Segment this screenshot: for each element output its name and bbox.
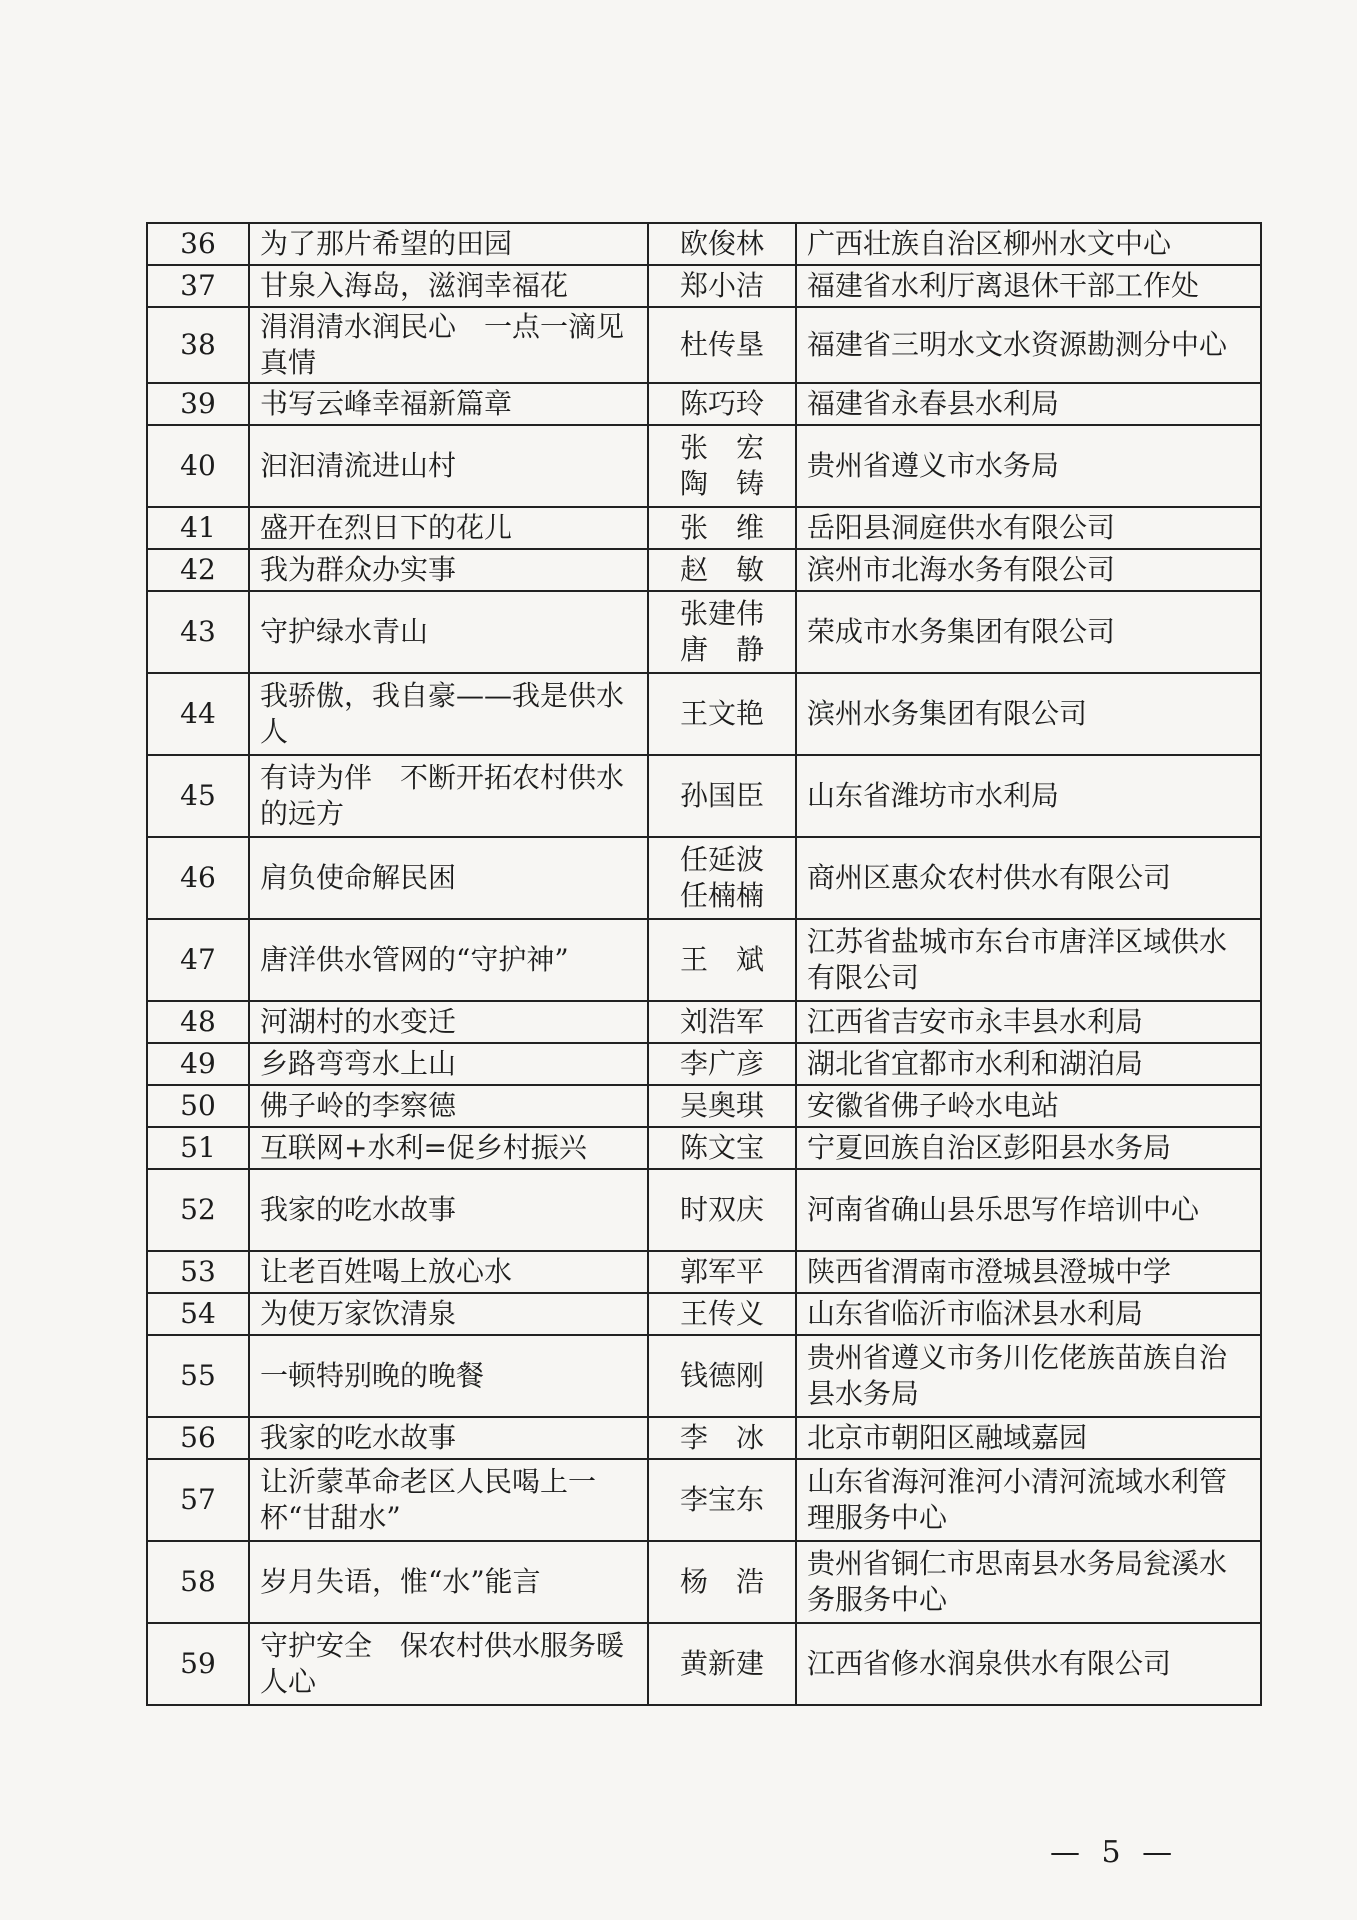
entry-title: 甘泉入海岛，滋润幸福花: [249, 265, 648, 307]
entry-organization: 贵州省遵义市务川仡佬族苗族自治县水务局: [796, 1335, 1261, 1417]
table-row: [147, 223, 1261, 265]
author-name: 张 宏: [679, 431, 764, 464]
table-row: [147, 837, 1261, 919]
author-name: 李广彦: [679, 1047, 764, 1080]
entry-title: 肩负使命解民困: [249, 837, 648, 919]
entry-number: 42: [147, 549, 249, 591]
entry-organization: 滨州市北海水务有限公司: [796, 549, 1261, 591]
table-row: [147, 549, 1261, 591]
entry-title: 有诗为伴 不断开拓农村供水的远方: [249, 755, 648, 837]
entry-organization: 福建省三明水文水资源勘测分中心: [796, 307, 1261, 383]
entry-number: 43: [147, 591, 249, 673]
author-name: 吴奥琪: [679, 1089, 764, 1122]
entry-organization: 江苏省盐城市东台市唐洋区域供水有限公司: [796, 919, 1261, 1001]
entry-organization: 岳阳县洞庭供水有限公司: [796, 507, 1261, 549]
table-row: [147, 1085, 1261, 1127]
entry-title: 汩汩清流进山村: [249, 425, 648, 507]
entry-organization: 贵州省遵义市水务局: [796, 425, 1261, 507]
entry-title: 唐洋供水管网的“守护神”: [249, 919, 648, 1001]
page-number: — 5 —: [1050, 1835, 1179, 1870]
entry-number: 47: [147, 919, 249, 1001]
award-list-body: [147, 223, 1261, 1705]
author-name: 杨 浩: [679, 1565, 764, 1598]
entry-number: 49: [147, 1043, 249, 1085]
author-name: 王 斌: [679, 943, 764, 976]
entry-author: [648, 1169, 796, 1251]
author-name: 郭军平: [679, 1255, 764, 1288]
author-name: 任楠楠: [679, 879, 764, 912]
entry-author: [648, 1335, 796, 1417]
entry-title: 盛开在烈日下的花儿: [249, 507, 648, 549]
entry-organization: 江西省修水润泉供水有限公司: [796, 1623, 1261, 1705]
entry-author: [648, 1127, 796, 1169]
author-name: 陈文宝: [679, 1131, 764, 1164]
entry-author: [648, 673, 796, 755]
entry-title: 守护安全 保农村供水服务暖人心: [249, 1623, 648, 1705]
table-row: [147, 1043, 1261, 1085]
entry-author: [648, 755, 796, 837]
entry-author: [648, 1293, 796, 1335]
author-name: 张建伟: [679, 597, 764, 630]
entry-title: 我家的吃水故事: [249, 1169, 648, 1251]
entry-organization: 福建省水利厅离退休干部工作处: [796, 265, 1261, 307]
entry-title: 我骄傲，我自豪——我是供水人: [249, 673, 648, 755]
entry-title: 我家的吃水故事: [249, 1417, 648, 1459]
table-row: [147, 1001, 1261, 1043]
entry-organization: 北京市朝阳区融域嘉园: [796, 1417, 1261, 1459]
table-row: [147, 265, 1261, 307]
entry-number: 41: [147, 507, 249, 549]
author-name: 孙国臣: [679, 779, 764, 812]
entry-organization: 山东省海河淮河小清河流域水利管理服务中心: [796, 1459, 1261, 1541]
entry-number: 36: [147, 223, 249, 265]
award-list-table: [146, 222, 1262, 1706]
entry-organization: 贵州省铜仁市思南县水务局瓮溪水务服务中心: [796, 1541, 1261, 1623]
author-name: 黄新建: [679, 1647, 764, 1680]
table-row: [147, 1335, 1261, 1417]
table-row: [147, 591, 1261, 673]
table-row: [147, 755, 1261, 837]
entry-title: 乡路弯弯水上山: [249, 1043, 648, 1085]
entry-number: 50: [147, 1085, 249, 1127]
entry-author: [648, 425, 796, 507]
table-row: [147, 1459, 1261, 1541]
table-row: [147, 507, 1261, 549]
entry-number: 44: [147, 673, 249, 755]
author-name: 王传义: [679, 1297, 764, 1330]
table-row: [147, 1541, 1261, 1623]
table-row: [147, 1293, 1261, 1335]
entry-organization: 商州区惠众农村供水有限公司: [796, 837, 1261, 919]
entry-author: [648, 223, 796, 265]
entry-number: 48: [147, 1001, 249, 1043]
entry-author: [648, 265, 796, 307]
entry-number: 38: [147, 307, 249, 383]
entry-organization: 荣成市水务集团有限公司: [796, 591, 1261, 673]
entry-title: 守护绿水青山: [249, 591, 648, 673]
entry-number: 52: [147, 1169, 249, 1251]
entry-author: [648, 1459, 796, 1541]
table-row: [147, 673, 1261, 755]
entry-author: [648, 507, 796, 549]
entry-organization: 宁夏回族自治区彭阳县水务局: [796, 1127, 1261, 1169]
table-row: [147, 1169, 1261, 1251]
author-name: 陶 铸: [679, 467, 764, 500]
entry-author: [648, 1043, 796, 1085]
entry-number: 59: [147, 1623, 249, 1705]
entry-author: [648, 1251, 796, 1293]
entry-author: [648, 1417, 796, 1459]
entry-number: 37: [147, 265, 249, 307]
entry-organization: 福建省永春县水利局: [796, 383, 1261, 425]
author-name: 陈巧玲: [679, 387, 764, 420]
table-row: [147, 1127, 1261, 1169]
table-row: [147, 1417, 1261, 1459]
entry-title: 书写云峰幸福新篇章: [249, 383, 648, 425]
entry-number: 53: [147, 1251, 249, 1293]
entry-organization: 山东省潍坊市水利局: [796, 755, 1261, 837]
entry-organization: 广西壮族自治区柳州水文中心: [796, 223, 1261, 265]
entry-title: 河湖村的水变迁: [249, 1001, 648, 1043]
table-row: [147, 1623, 1261, 1705]
entry-organization: 湖北省宜都市水利和湖泊局: [796, 1043, 1261, 1085]
entry-number: 51: [147, 1127, 249, 1169]
entry-number: 58: [147, 1541, 249, 1623]
author-name: 郑小洁: [679, 269, 764, 302]
entry-number: 45: [147, 755, 249, 837]
entry-organization: 安徽省佛子岭水电站: [796, 1085, 1261, 1127]
entry-author: [648, 591, 796, 673]
entry-organization: 滨州水务集团有限公司: [796, 673, 1261, 755]
table-row: [147, 307, 1261, 383]
entry-author: [648, 307, 796, 383]
table-row: [147, 919, 1261, 1001]
entry-number: 54: [147, 1293, 249, 1335]
entry-title: 互联网+水利=促乡村振兴: [249, 1127, 648, 1169]
entry-title: 为使万家饮清泉: [249, 1293, 648, 1335]
entry-title: 让老百姓喝上放心水: [249, 1251, 648, 1293]
entry-number: 55: [147, 1335, 249, 1417]
author-name: 赵 敏: [679, 553, 764, 586]
author-name: 钱德刚: [679, 1359, 764, 1392]
entry-author: [648, 837, 796, 919]
entry-number: 46: [147, 837, 249, 919]
entry-author: [648, 1001, 796, 1043]
entry-organization: 陕西省渭南市澄城县澄城中学: [796, 1251, 1261, 1293]
entry-organization: 河南省确山县乐思写作培训中心: [796, 1169, 1261, 1251]
entry-title: 涓涓清水润民心 一点一滴见真情: [249, 307, 648, 383]
entry-title: 为了那片希望的田园: [249, 223, 648, 265]
author-name: 李 冰: [679, 1421, 764, 1454]
entry-number: 56: [147, 1417, 249, 1459]
author-name: 杜传垦: [679, 328, 764, 361]
entry-title: 我为群众办实事: [249, 549, 648, 591]
author-name: 唐 静: [679, 633, 764, 666]
entry-author: [648, 919, 796, 1001]
entry-author: [648, 1541, 796, 1623]
table-row: [147, 425, 1261, 507]
author-name: 欧俊林: [679, 227, 764, 260]
author-name: 王文艳: [679, 697, 764, 730]
entry-author: [648, 1623, 796, 1705]
table-row: [147, 1251, 1261, 1293]
author-name: 李宝东: [679, 1483, 764, 1516]
entry-title: 让沂蒙革命老区人民喝上一杯“甘甜水”: [249, 1459, 648, 1541]
entry-title: 佛子岭的李察德: [249, 1085, 648, 1127]
entry-author: [648, 1085, 796, 1127]
entry-author: [648, 383, 796, 425]
author-name: 刘浩军: [679, 1005, 764, 1038]
entry-organization: 江西省吉安市永丰县水利局: [796, 1001, 1261, 1043]
entry-number: 40: [147, 425, 249, 507]
author-name: 任延波: [679, 843, 764, 876]
entry-title: 岁月失语，惟“水”能言: [249, 1541, 648, 1623]
entry-number: 39: [147, 383, 249, 425]
author-name: 张 维: [679, 511, 764, 544]
entry-organization: 山东省临沂市临沭县水利局: [796, 1293, 1261, 1335]
entry-author: [648, 549, 796, 591]
table-row: [147, 383, 1261, 425]
entry-number: 57: [147, 1459, 249, 1541]
entry-title: 一顿特别晚的晚餐: [249, 1335, 648, 1417]
author-name: 时双庆: [679, 1193, 764, 1226]
